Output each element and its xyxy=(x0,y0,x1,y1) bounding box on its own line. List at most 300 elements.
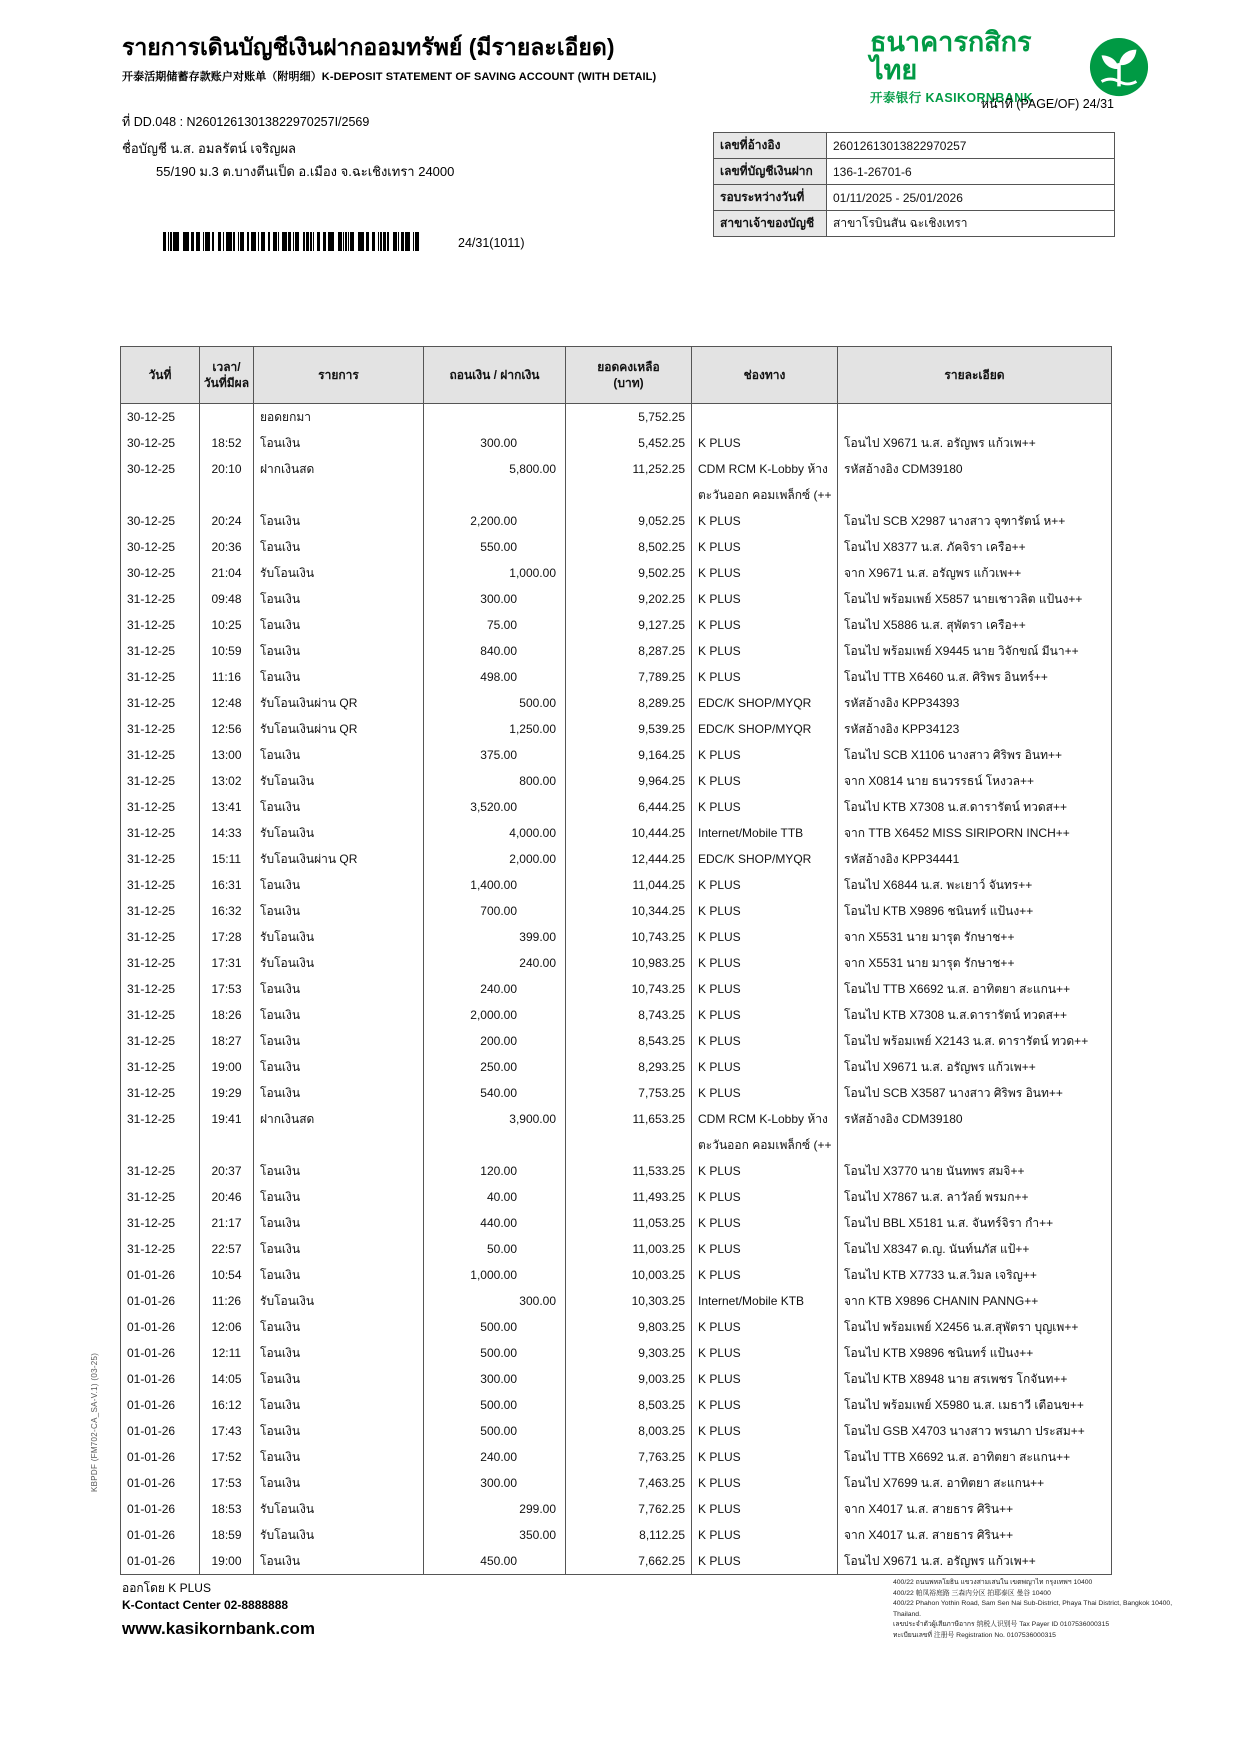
cell-date: 31-12-25 xyxy=(121,768,200,794)
cell-balance: 7,762.25 xyxy=(566,1496,692,1522)
cell-desc: โอนเงิน xyxy=(254,794,424,820)
page-subtitle: 开泰活期储蓄存款账户对账单（附明细）K-DEPOSIT STATEMENT OF SAVING ACCOUNT (WITH DETAIL) xyxy=(122,70,657,83)
bank-sprout-icon xyxy=(1088,36,1150,98)
cell-details: รหัสอ้างอิง CDM39180 xyxy=(838,1106,1112,1158)
table-row xyxy=(121,1028,1112,1054)
cell-balance: 10,003.25 xyxy=(566,1262,692,1288)
cell-balance: 9,303.25 xyxy=(566,1340,692,1366)
cell-balance: 8,289.25 xyxy=(566,690,692,716)
cell-time: 19:41 xyxy=(200,1106,254,1158)
cell-amount: 40.00 xyxy=(424,1184,566,1210)
table-row xyxy=(121,924,1112,950)
cell-details: โอนไป X9671 น.ส. อรัญพร แก้วเพ++ xyxy=(838,1548,1112,1575)
info-value: สาขาโรบินสัน ฉะเชิงเทรา xyxy=(827,211,1115,237)
cell-time: 21:04 xyxy=(200,560,254,586)
cell-time: 20:36 xyxy=(200,534,254,560)
cell-time: 14:05 xyxy=(200,1366,254,1392)
table-header-row xyxy=(121,347,1112,404)
cell-date: 01-01-26 xyxy=(121,1288,200,1314)
cell-balance: 9,127.25 xyxy=(566,612,692,638)
cell-balance: 9,803.25 xyxy=(566,1314,692,1340)
table-row xyxy=(121,612,1112,638)
cell-amount: 240.00 xyxy=(424,1444,566,1470)
cell-balance: 11,003.25 xyxy=(566,1236,692,1262)
account-name: ชื่อบัญชี น.ส. อมลรัตน์ เจริญผล xyxy=(122,141,297,156)
cell-amount: 450.00 xyxy=(424,1548,566,1575)
cell-balance: 12,444.25 xyxy=(566,846,692,872)
cell-date: 31-12-25 xyxy=(121,872,200,898)
table-row xyxy=(121,1340,1112,1366)
info-value: 01/11/2025 - 25/01/2026 xyxy=(827,185,1115,211)
cell-channel: K PLUS xyxy=(692,1496,838,1522)
cell-desc: รับโอนเงิน xyxy=(254,924,424,950)
cell-channel: CDM RCM K-Lobby ห้าง ตะวันออก คอมเพล็กซ์ (++ xyxy=(692,1106,838,1158)
cell-amount xyxy=(424,404,566,431)
cell-time: 18:52 xyxy=(200,430,254,456)
cell-desc: โอนเงิน xyxy=(254,1418,424,1444)
cell-date: 31-12-25 xyxy=(121,586,200,612)
cell-details: โอนไป KTB X7308 น.ส.ดารารัตน์ ทวดส++ xyxy=(838,794,1112,820)
cell-details: โอนไป X3770 นาย นันทพร สมจิ++ xyxy=(838,1158,1112,1184)
cell-date: 31-12-25 xyxy=(121,1210,200,1236)
cell-channel: K PLUS xyxy=(692,1340,838,1366)
cell-balance: 7,763.25 xyxy=(566,1444,692,1470)
cell-details: โอนไป KTB X9896 ชนินทร์ แป้นง++ xyxy=(838,1340,1112,1366)
cell-details: จาก X5531 นาย มารุต รักษาช++ xyxy=(838,924,1112,950)
table-row xyxy=(121,534,1112,560)
cell-channel: K PLUS xyxy=(692,1392,838,1418)
cell-details: รหัสอ้างอิง KPP34441 xyxy=(838,846,1112,872)
cell-amount: 500.00 xyxy=(424,690,566,716)
cell-channel: K PLUS xyxy=(692,1002,838,1028)
cell-amount: 550.00 xyxy=(424,534,566,560)
cell-balance: 8,287.25 xyxy=(566,638,692,664)
cell-details: โอนไป X8347 ด.ญ. นันท์นภัส แป้++ xyxy=(838,1236,1112,1262)
cell-channel: EDC/K SHOP/MYQR xyxy=(692,846,838,872)
cell-details: จาก X0814 นาย ธนวรรธน์ โหงวล++ xyxy=(838,768,1112,794)
cell-amount: 300.00 xyxy=(424,586,566,612)
info-value: 136-1-26701-6 xyxy=(827,159,1115,185)
cell-amount: 4,000.00 xyxy=(424,820,566,846)
cell-desc: โอนเงิน xyxy=(254,1236,424,1262)
cell-balance: 7,789.25 xyxy=(566,664,692,690)
cell-amount: 3,900.00 xyxy=(424,1106,566,1158)
cell-desc: รับโอนเงิน xyxy=(254,768,424,794)
cell-date: 01-01-26 xyxy=(121,1444,200,1470)
cell-channel: K PLUS xyxy=(692,1080,838,1106)
cell-desc: โอนเงิน xyxy=(254,638,424,664)
info-label: รอบระหว่างวันที่ xyxy=(714,185,827,211)
header-time-line2: วันที่มีผล xyxy=(203,376,250,390)
cell-desc: ฝากเงินสด xyxy=(254,1106,424,1158)
cell-balance: 6,444.25 xyxy=(566,794,692,820)
cell-date: 31-12-25 xyxy=(121,820,200,846)
cell-amount: 1,400.00 xyxy=(424,872,566,898)
cell-date: 01-01-26 xyxy=(121,1496,200,1522)
table-row xyxy=(121,1236,1112,1262)
cell-channel: K PLUS xyxy=(692,794,838,820)
cell-details: รหัสอ้างอิง KPP34123 xyxy=(838,716,1112,742)
cell-channel: K PLUS xyxy=(692,872,838,898)
cell-channel: K PLUS xyxy=(692,1028,838,1054)
cell-channel: K PLUS xyxy=(692,898,838,924)
table-row xyxy=(121,820,1112,846)
cell-date: 31-12-25 xyxy=(121,846,200,872)
page-title: รายการเดินบัญชีเงินฝากออมทรัพย์ (มีรายละเอียด) xyxy=(122,34,615,60)
cell-channel: Internet/Mobile KTB xyxy=(692,1288,838,1314)
cell-desc: รับโอนเงิน xyxy=(254,560,424,586)
cell-channel: K PLUS xyxy=(692,612,838,638)
cell-details: โอนไป X7867 น.ส. ลาวัลย์ พรมก++ xyxy=(838,1184,1112,1210)
cell-date: 31-12-25 xyxy=(121,950,200,976)
cell-time: 20:37 xyxy=(200,1158,254,1184)
table-row xyxy=(121,1522,1112,1548)
header-date: วันที่ xyxy=(121,347,200,404)
cell-details: โอนไป GSB X4703 นางสาว พรนภา ประสม++ xyxy=(838,1418,1112,1444)
cell-time: 17:43 xyxy=(200,1418,254,1444)
cell-balance: 8,543.25 xyxy=(566,1028,692,1054)
cell-details: โอนไป KTB X7733 น.ส.วิมล เจริญ++ xyxy=(838,1262,1112,1288)
cell-details: โอนไป X5886 น.ส. สุพัตรา เครือ++ xyxy=(838,612,1112,638)
cell-desc: โอนเงิน xyxy=(254,1366,424,1392)
cell-amount: 500.00 xyxy=(424,1314,566,1340)
info-row xyxy=(714,159,1115,185)
cell-amount: 500.00 xyxy=(424,1340,566,1366)
cell-channel: K PLUS xyxy=(692,1314,838,1340)
footer-left xyxy=(122,1580,315,1639)
table-row xyxy=(121,742,1112,768)
cell-details: จาก X5531 นาย มารุต รักษาช++ xyxy=(838,950,1112,976)
cell-balance: 11,053.25 xyxy=(566,1210,692,1236)
cell-amount: 1,250.00 xyxy=(424,716,566,742)
cell-date: 01-01-26 xyxy=(121,1470,200,1496)
table-row xyxy=(121,1548,1112,1575)
cell-desc: โอนเงิน xyxy=(254,1340,424,1366)
cell-time: 09:48 xyxy=(200,586,254,612)
cell-desc: โอนเงิน xyxy=(254,1002,424,1028)
info-row xyxy=(714,211,1115,237)
cell-details: โอนไป TTB X6692 น.ส. อาทิตยา สะแกน++ xyxy=(838,1444,1112,1470)
cell-details: โอนไป SCB X2987 นางสาว จุฑารัตน์ ห++ xyxy=(838,508,1112,534)
cell-details: โอนไป พร้อมเพย์ X2456 น.ส.สุพัตรา บุญเพ++ xyxy=(838,1314,1112,1340)
cell-amount: 375.00 xyxy=(424,742,566,768)
table-row xyxy=(121,898,1112,924)
cell-balance: 9,052.25 xyxy=(566,508,692,534)
cell-desc: โอนเงิน xyxy=(254,1392,424,1418)
cell-desc: โอนเงิน xyxy=(254,534,424,560)
table-row xyxy=(121,1444,1112,1470)
cell-desc: รับโอนเงิน xyxy=(254,1496,424,1522)
cell-time: 18:59 xyxy=(200,1522,254,1548)
cell-details: โอนไป KTB X8948 นาย สรเพชร โกจันท++ xyxy=(838,1366,1112,1392)
cell-amount: 5,800.00 xyxy=(424,456,566,508)
cell-channel: K PLUS xyxy=(692,664,838,690)
info-value: 26012613013822970257 xyxy=(827,133,1115,159)
cell-channel: K PLUS xyxy=(692,976,838,1002)
table-row xyxy=(121,976,1112,1002)
cell-details: โอนไป KTB X9896 ชนินทร์ แป้นง++ xyxy=(838,898,1112,924)
header-balance-line1: ยอดคงเหลือ xyxy=(597,359,660,374)
cell-date: 31-12-25 xyxy=(121,664,200,690)
cell-amount: 120.00 xyxy=(424,1158,566,1184)
cell-date: 31-12-25 xyxy=(121,794,200,820)
cell-date: 31-12-25 xyxy=(121,716,200,742)
info-row xyxy=(714,185,1115,211)
table-row xyxy=(121,1002,1112,1028)
table-row xyxy=(121,846,1112,872)
cell-date: 01-01-26 xyxy=(121,1522,200,1548)
cell-balance: 9,164.25 xyxy=(566,742,692,768)
cell-date: 31-12-25 xyxy=(121,1106,200,1158)
cell-details: โอนไป SCB X3587 นางสาว ศิริพร อินท++ xyxy=(838,1080,1112,1106)
header-balance-line2: (บาท) xyxy=(613,376,644,390)
cell-balance: 7,463.25 xyxy=(566,1470,692,1496)
cell-details: โอนไป TTB X6460 น.ส. ศิริพร อินทร์++ xyxy=(838,664,1112,690)
cell-desc: โอนเงิน xyxy=(254,430,424,456)
cell-desc: ยอดยกมา xyxy=(254,404,424,431)
cell-time: 12:11 xyxy=(200,1340,254,1366)
cell-desc: โอนเงิน xyxy=(254,872,424,898)
tax-id-line: เลขประจำตัวผู้เสียภาษีอากร 纳税人识别号 Tax Payer ID 0107536000315 xyxy=(893,1621,1110,1629)
cell-time xyxy=(200,404,254,431)
form-code-vertical: KBPDF (FM702-CA_SA-V.1) (03-25) xyxy=(90,1352,99,1492)
cell-details: จาก TTB X6452 MISS SIRIPORN INCH++ xyxy=(838,820,1112,846)
cell-date: 01-01-26 xyxy=(121,1548,200,1575)
cell-time: 10:25 xyxy=(200,612,254,638)
cell-channel: K PLUS xyxy=(692,638,838,664)
cell-desc: โอนเงิน xyxy=(254,664,424,690)
cell-time: 22:57 xyxy=(200,1236,254,1262)
table-row xyxy=(121,716,1112,742)
cell-date: 01-01-26 xyxy=(121,1262,200,1288)
cell-details: จาก X4017 น.ส. สายธาร ศิริน++ xyxy=(838,1522,1112,1548)
cell-time: 15:11 xyxy=(200,846,254,872)
cell-channel-line2: ตะวันออก คอมเพล็กซ์ (++ xyxy=(698,1138,832,1152)
cell-balance: 8,503.25 xyxy=(566,1392,692,1418)
cell-time: 19:00 xyxy=(200,1548,254,1575)
cell-amount: 440.00 xyxy=(424,1210,566,1236)
cell-channel: K PLUS xyxy=(692,560,838,586)
cell-desc: รับโอนเงิน xyxy=(254,950,424,976)
contact-center: K-Contact Center 02-8888888 xyxy=(122,1598,289,1613)
cell-time: 17:28 xyxy=(200,924,254,950)
address-chinese: 400/22 帕凤裕庭路 三森内分区 拍耶泰区 曼谷 10400 xyxy=(893,1589,1051,1597)
cell-details: โอนไป KTB X7308 น.ส.ดารารัตน์ ทวดส++ xyxy=(838,1002,1112,1028)
cell-balance: 8,743.25 xyxy=(566,1002,692,1028)
cell-details: จาก X4017 น.ส. สายธาร ศิริน++ xyxy=(838,1496,1112,1522)
cell-desc: โอนเงิน xyxy=(254,1028,424,1054)
cell-date: 31-12-25 xyxy=(121,742,200,768)
cell-time: 12:48 xyxy=(200,690,254,716)
cell-desc: โอนเงิน xyxy=(254,742,424,768)
cell-balance: 10,344.25 xyxy=(566,898,692,924)
cell-details: รหัสอ้างอิง KPP34393 xyxy=(838,690,1112,716)
cell-channel: K PLUS xyxy=(692,742,838,768)
info-row xyxy=(714,133,1115,159)
cell-amount: 1,000.00 xyxy=(424,560,566,586)
cell-channel: K PLUS xyxy=(692,586,838,612)
cell-time: 11:26 xyxy=(200,1288,254,1314)
cell-time: 13:41 xyxy=(200,794,254,820)
cell-desc: โอนเงิน xyxy=(254,586,424,612)
cell-amount: 300.00 xyxy=(424,1366,566,1392)
cell-time: 20:24 xyxy=(200,508,254,534)
cell-details: โอนไป X8377 น.ส. ภัคจิรา เครือ++ xyxy=(838,534,1112,560)
cell-balance: 5,452.25 xyxy=(566,430,692,456)
cell-channel: K PLUS xyxy=(692,1262,838,1288)
cell-details: โอนไป X7699 น.ส. อาทิตยา สะแกน++ xyxy=(838,1470,1112,1496)
cell-details: โอนไป X6844 น.ส. พะเยาว์ จันทร++ xyxy=(838,872,1112,898)
cell-channel: K PLUS xyxy=(692,1210,838,1236)
table-row xyxy=(121,1158,1112,1184)
address-thai: 400/22 ถนนพหลโยธิน แขวงสามเสนใน เขตพญาไท กรุงเทพฯ 10400 xyxy=(893,1579,1093,1586)
cell-amount: 200.00 xyxy=(424,1028,566,1054)
header-channel: ช่องทาง xyxy=(692,347,838,404)
table-row xyxy=(121,1470,1112,1496)
table-row xyxy=(121,1184,1112,1210)
cell-balance: 7,662.25 xyxy=(566,1548,692,1575)
cell-balance: 11,493.25 xyxy=(566,1184,692,1210)
table-row xyxy=(121,1366,1112,1392)
table-row xyxy=(121,1314,1112,1340)
table-row xyxy=(121,1080,1112,1106)
cell-time: 13:02 xyxy=(200,768,254,794)
cell-amount: 700.00 xyxy=(424,898,566,924)
cell-amount: 498.00 xyxy=(424,664,566,690)
cell-details: โอนไป X9671 น.ส. อรัญพร แก้วเพ++ xyxy=(838,1054,1112,1080)
cell-balance: 7,753.25 xyxy=(566,1080,692,1106)
cell-date: 31-12-25 xyxy=(121,1158,200,1184)
cell-channel: K PLUS xyxy=(692,1418,838,1444)
cell-details: โอนไป X9671 น.ส. อรัญพร แก้วเพ++ xyxy=(838,430,1112,456)
cell-details: โอนไป พร้อมเพย์ X5857 นายเชาวลิต แป้นง++ xyxy=(838,586,1112,612)
cell-date: 30-12-25 xyxy=(121,404,200,431)
cell-time: 17:53 xyxy=(200,1470,254,1496)
cell-channel: CDM RCM K-Lobby ห้าง ตะวันออก คอมเพล็กซ์ (++ xyxy=(692,456,838,508)
cell-desc: โอนเงิน xyxy=(254,976,424,1002)
cell-channel: K PLUS xyxy=(692,1548,838,1575)
table-row xyxy=(121,404,1112,431)
cell-date: 31-12-25 xyxy=(121,1184,200,1210)
cell-desc: โอนเงิน xyxy=(254,612,424,638)
cell-time: 16:31 xyxy=(200,872,254,898)
barcode-text: 24/31(1011) xyxy=(458,236,525,250)
cell-channel: K PLUS xyxy=(692,768,838,794)
cell-channel: K PLUS xyxy=(692,1522,838,1548)
cell-balance: 8,112.25 xyxy=(566,1522,692,1548)
cell-balance: 9,003.25 xyxy=(566,1366,692,1392)
table-row xyxy=(121,586,1112,612)
cell-balance: 8,003.25 xyxy=(566,1418,692,1444)
table-row xyxy=(121,664,1112,690)
table-row xyxy=(121,638,1112,664)
cell-amount: 399.00 xyxy=(424,924,566,950)
cell-balance: 5,752.25 xyxy=(566,404,692,431)
website: www.kasikornbank.com xyxy=(122,1618,316,1638)
header-time xyxy=(200,347,254,404)
cell-amount: 2,000.00 xyxy=(424,846,566,872)
cell-amount: 840.00 xyxy=(424,638,566,664)
cell-desc: โอนเงิน xyxy=(254,898,424,924)
cell-balance: 9,502.25 xyxy=(566,560,692,586)
table-row xyxy=(121,1210,1112,1236)
page-number: หน้าที่ (PAGE/OF) 24/31 xyxy=(980,97,1114,111)
cell-date: 31-12-25 xyxy=(121,976,200,1002)
cell-balance: 10,743.25 xyxy=(566,976,692,1002)
cell-desc: โอนเงิน xyxy=(254,1158,424,1184)
cell-amount: 540.00 xyxy=(424,1080,566,1106)
cell-amount: 3,520.00 xyxy=(424,794,566,820)
cell-amount: 500.00 xyxy=(424,1392,566,1418)
cell-time: 19:00 xyxy=(200,1054,254,1080)
cell-date: 01-01-26 xyxy=(121,1340,200,1366)
bank-name-thai: ธนาคารกสิกรไทย xyxy=(870,27,1032,86)
cell-details: โอนไป BBL X5181 น.ส. จันทร์จิรา กำ++ xyxy=(838,1210,1112,1236)
cell-balance: 11,533.25 xyxy=(566,1158,692,1184)
cell-details xyxy=(838,404,1112,431)
cell-amount: 240.00 xyxy=(424,976,566,1002)
cell-desc: โอนเงิน xyxy=(254,1314,424,1340)
cell-desc: โอนเงิน xyxy=(254,1470,424,1496)
table-row xyxy=(121,768,1112,794)
footer-bank-address xyxy=(893,1578,1173,1641)
bank-name-sub: 开泰银行 KASIKORNBANK xyxy=(870,90,1034,105)
cell-desc: รับโอนเงินผ่าน QR xyxy=(254,846,424,872)
cell-time: 13:00 xyxy=(200,742,254,768)
cell-amount: 50.00 xyxy=(424,1236,566,1262)
issued-by: ออกโดย K PLUS xyxy=(122,1581,211,1595)
cell-balance: 10,743.25 xyxy=(566,924,692,950)
cell-amount: 350.00 xyxy=(424,1522,566,1548)
cell-channel: K PLUS xyxy=(692,1236,838,1262)
cell-amount: 300.00 xyxy=(424,1470,566,1496)
header-time-line1: เวลา/ xyxy=(212,359,241,374)
cell-balance: 11,252.25 xyxy=(566,456,692,508)
cell-channel xyxy=(692,404,838,431)
cell-time: 20:10 xyxy=(200,456,254,508)
barcode xyxy=(163,232,420,251)
cell-channel: K PLUS xyxy=(692,508,838,534)
table-row xyxy=(121,508,1112,534)
cell-desc: รับโอนเงิน xyxy=(254,820,424,846)
table-row xyxy=(121,1418,1112,1444)
header-description: รายการ xyxy=(254,347,424,404)
cell-channel: Internet/Mobile TTB xyxy=(692,820,838,846)
document-number: ที่ DD.048 : N26012613013822970257I/2569 xyxy=(122,115,370,129)
cell-details: จาก KTB X9896 CHANIN PANNG++ xyxy=(838,1288,1112,1314)
cell-channel: K PLUS xyxy=(692,1184,838,1210)
table-row xyxy=(121,430,1112,456)
cell-details: โอนไป SCB X1106 นางสาว ศิริพร อินท++ xyxy=(838,742,1112,768)
cell-amount: 800.00 xyxy=(424,768,566,794)
cell-date: 30-12-25 xyxy=(121,430,200,456)
cell-time: 14:33 xyxy=(200,820,254,846)
cell-details: โอนไป TTB X6692 น.ส. อาทิตยา สะแกน++ xyxy=(838,976,1112,1002)
cell-amount: 300.00 xyxy=(424,430,566,456)
cell-amount: 75.00 xyxy=(424,612,566,638)
cell-time: 17:52 xyxy=(200,1444,254,1470)
cell-date: 31-12-25 xyxy=(121,1028,200,1054)
cell-channel: K PLUS xyxy=(692,1444,838,1470)
cell-date: 30-12-25 xyxy=(121,456,200,508)
table-row xyxy=(121,690,1112,716)
cell-date: 31-12-25 xyxy=(121,898,200,924)
table-row xyxy=(121,560,1112,586)
cell-channel: K PLUS xyxy=(692,430,838,456)
cell-balance: 9,964.25 xyxy=(566,768,692,794)
cell-balance: 9,539.25 xyxy=(566,716,692,742)
cell-channel: K PLUS xyxy=(692,534,838,560)
